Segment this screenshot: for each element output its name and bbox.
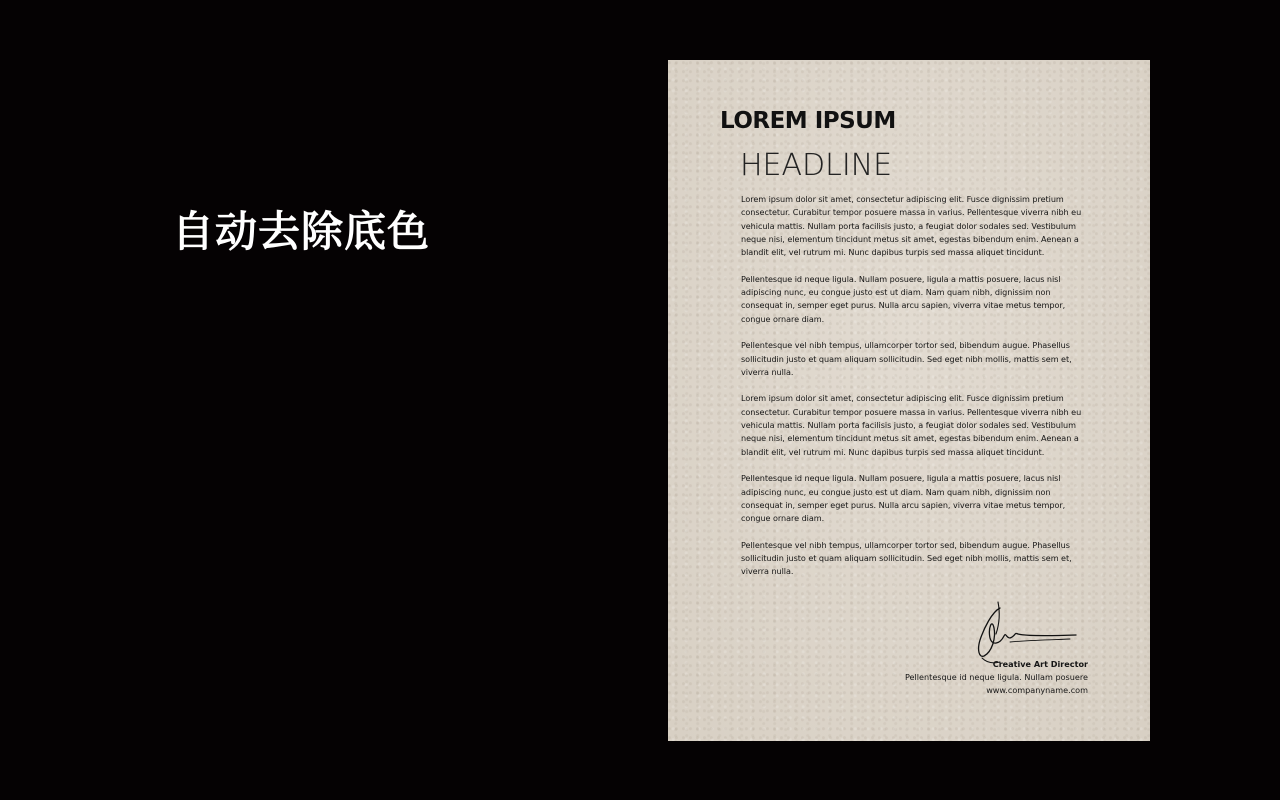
paragraph: Lorem ipsum dolor sit amet, consectetur adipiscing elit. Fusce dignissim pretium consectetur. Curabitur tempor posuere massa in varius. Pellentesque viverra nibh eu vehicula mattis. Nullam porta facilisis justo, a feugiat dolor sodales sed. Vestibulum neque nisi, elementum tincidunt metus sit amet, egestas bibendum enim. Aenean a blandit elit, vel rutrum mi. Nunc dapibus turpis sed massa aliquet tincidunt. xyxy=(741,393,1082,457)
brand-title: LOREM IPSUM xyxy=(720,108,896,134)
headline: HEADLINE xyxy=(740,148,893,183)
signer-title: Creative Art Director xyxy=(992,659,1088,669)
caption-text: 自动去除底色 xyxy=(172,207,431,256)
company-website: www.companyname.com xyxy=(986,685,1088,695)
signature-line: Pellentesque id neque ligula. Nullam posuere xyxy=(904,672,1088,682)
letter-body xyxy=(741,193,1093,592)
paragraph: Pellentesque id neque ligula. Nullam posuere, ligula a mattis posuere, lacus nisl adipiscing nunc, eu congue justo est ut diam. Nam quam nibh, dignissim non consequat in, semper eget purus. Nulla arcu sapien, viverra vitae metus tempor, congue ornare diam. xyxy=(741,273,1066,324)
letter-document xyxy=(668,60,1150,741)
paragraph: Lorem ipsum dolor sit amet, consectetur adipiscing elit. Fusce dignissim pretium consectetur. Curabitur tempor posuere massa in varius. Pellentesque viverra nibh eu vehicula mattis. Nullam porta facilisis justo, a feugiat dolor sodales sed. Vestibulum neque nisi, elementum tincidunt metus sit amet, egestas bibendum enim. Aenean a blandit elit, vel rutrum mi. Nunc dapibus turpis sed massa aliquet tincidunt. xyxy=(741,194,1082,258)
paragraph: Pellentesque vel nibh tempus, ullamcorper tortor sed, bibendum augue. Phasellus sollicitudin justo et quam aliquam sollicitudin. Sed eget nibh mollis, mattis sem et, viverra nulla. xyxy=(741,539,1072,577)
paragraph: Pellentesque id neque ligula. Nullam posuere, ligula a mattis posuere, lacus nisl adipiscing nunc, eu congue justo est ut diam. Nam quam nibh, dignissim non consequat in, semper eget purus. Nulla arcu sapien, viverra vitae metus tempor, congue ornare diam. xyxy=(741,473,1066,524)
signature-block xyxy=(905,658,1088,697)
paragraph: Pellentesque vel nibh tempus, ullamcorper tortor sed, bibendum augue. Phasellus sollicitudin justo et quam aliquam sollicitudin. Sed eget nibh mollis, mattis sem et, viverra nulla. xyxy=(741,340,1072,377)
